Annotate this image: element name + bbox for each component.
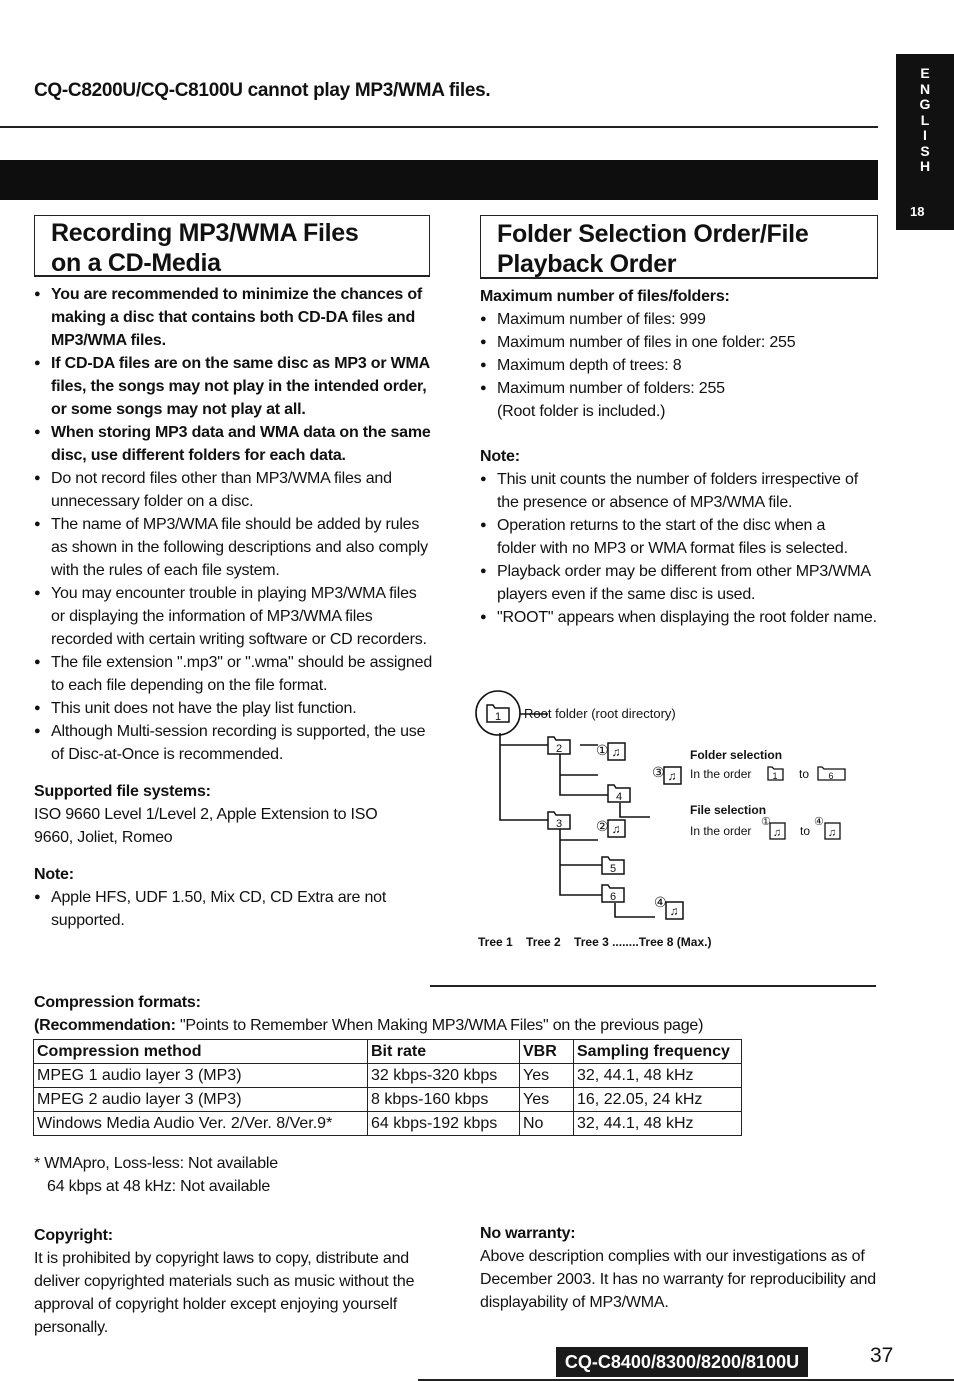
folder-icon bbox=[548, 737, 570, 755]
right-section-title-line1: Folder Selection Order/File bbox=[497, 220, 809, 248]
warranty-section bbox=[480, 1222, 876, 1314]
tab-letter: H bbox=[919, 158, 931, 174]
footnote-line: * WMApro, Loss-less: Not available bbox=[34, 1155, 278, 1172]
folder-icon bbox=[548, 812, 570, 830]
left-column bbox=[34, 283, 434, 932]
recommendation-label: (Recommendation: bbox=[34, 1017, 176, 1034]
tab-letter: S bbox=[920, 142, 930, 159]
folder-selection-title: Folder selection bbox=[690, 748, 783, 762]
tab-letter: I bbox=[923, 127, 927, 143]
tab-letter: E bbox=[920, 65, 930, 81]
compression-table bbox=[33, 1039, 742, 1136]
compression-footnote bbox=[34, 1152, 434, 1198]
table-cell: 32, 44.1, 48 kHz bbox=[574, 1112, 742, 1136]
copyright-text: It is prohibited by copyright laws to copy, distribute and deliver copyrighted materials such as music without the approval of copyright holder except enjoying yourself personally. bbox=[34, 1250, 415, 1336]
table-cell: Yes bbox=[520, 1064, 574, 1088]
table-cell: 32, 44.1, 48 kHz bbox=[574, 1064, 742, 1088]
table-cell: No bbox=[520, 1112, 574, 1136]
list-item: ● This unit counts the number of folders irrespective of the presence or absence of MP3/WMA file. bbox=[480, 468, 880, 514]
compression-section bbox=[34, 991, 794, 1037]
column-header: Compression method bbox=[34, 1040, 368, 1064]
tab-letter: N bbox=[919, 80, 931, 97]
list-item: ● Do not record files other than MP3/WMA files and unnecessary folder on a disc. bbox=[34, 467, 434, 513]
list-item: ● If CD-DA files are on the same disc as MP3 or WMA files, the songs may not play in the intended order, or some songs may not play at all. bbox=[34, 352, 434, 421]
file-selection-to: to bbox=[800, 824, 811, 838]
footnote-line: 64 kbps at 48 kHz: Not available bbox=[47, 1178, 271, 1195]
section-number: 18 bbox=[910, 204, 925, 219]
folder-number: 1 bbox=[494, 711, 502, 723]
right-section-title-line2: Playback Order bbox=[497, 250, 677, 278]
list-item: ● Maximum number of files in one folder: 255 bbox=[480, 331, 880, 354]
tree-line bbox=[615, 903, 655, 917]
folder-icon bbox=[602, 857, 624, 875]
page-number: 37 bbox=[870, 1344, 894, 1367]
header-rule bbox=[0, 126, 878, 128]
footer-model-badge: CQ-C8400/8300/8200/8100U bbox=[556, 1347, 808, 1377]
table-header-row bbox=[34, 1040, 742, 1064]
list-item: ● When storing MP3 data and WMA data on the same disc, use different folders for each data. bbox=[34, 421, 434, 467]
list-item: ● Maximum number of files: 999 bbox=[480, 308, 880, 331]
table-cell: 8 kbps-160 kbps bbox=[368, 1088, 520, 1112]
list-item: ● Apple HFS, UDF 1.50, Mix CD, CD Extra are not supported. bbox=[34, 886, 424, 932]
list-item: ● This unit does not have the play list function. bbox=[34, 697, 434, 720]
list-item: ● Maximum number of folders: 255 (Root folder is included.) bbox=[480, 377, 730, 423]
tab-letter: G bbox=[919, 96, 931, 112]
file-order-mark: ③ bbox=[652, 764, 665, 780]
model-compatibility-note: CQ-C8200U/CQ-C8100U cannot play MP3/WMA files. bbox=[34, 80, 491, 101]
column-divider-rule bbox=[430, 985, 876, 987]
note-glyph: ♫ bbox=[611, 822, 621, 836]
list-item: ● You may encounter trouble in playing MP3/WMA files or displaying the information of MP3/WMA files recorded with certain writing software or CD recorders. bbox=[34, 582, 434, 651]
right-column bbox=[480, 285, 880, 629]
list-item: ● "ROOT" appears when displaying the root folder name. bbox=[480, 606, 880, 629]
tab-letter: L bbox=[920, 111, 930, 128]
warranty-heading: No warranty: bbox=[480, 1225, 576, 1242]
table-cell: 32 kbps-320 kbps bbox=[368, 1064, 520, 1088]
file-order-mark: ① bbox=[761, 816, 771, 828]
note-glyph: ♫ bbox=[772, 827, 782, 839]
right-note-heading: Note: bbox=[480, 448, 520, 465]
folder-icon bbox=[487, 705, 509, 723]
table-cell: Windows Media Audio Ver. 2/Ver. 8/Ver.9* bbox=[34, 1112, 368, 1136]
left-note-heading: Note: bbox=[34, 866, 74, 883]
table-row bbox=[34, 1064, 742, 1088]
copyright-section bbox=[34, 1224, 434, 1339]
file-order-mark: ④ bbox=[814, 816, 824, 828]
table-cell: 16, 22.05, 24 kHz bbox=[574, 1088, 742, 1112]
folder-selection-text: In the order bbox=[690, 767, 752, 781]
compression-heading: Compression formats: bbox=[34, 994, 201, 1011]
compression-recommendation bbox=[34, 1014, 794, 1037]
list-item: ● You are recommended to minimize the chances of making a disc that contains both CD-DA files and MP3/WMA files. bbox=[34, 283, 434, 352]
table-cell: 64 kbps-192 kbps bbox=[368, 1112, 520, 1136]
list-item: ● The name of MP3/WMA file should be added by rules as shown in the following descriptions and also comply with the rules of each file system. bbox=[34, 513, 434, 582]
list-item: ● Operation returns to the start of the disc when a folder with no MP3 or WMA format files is selected. bbox=[480, 514, 862, 560]
table-cell: MPEG 2 audio layer 3 (MP3) bbox=[34, 1088, 368, 1112]
list-item: ● The file extension ".mp3" or ".wma" should be assigned to each file depending on the file format. bbox=[34, 651, 434, 697]
note-glyph: ♫ bbox=[667, 769, 677, 783]
folder-number: 2 bbox=[555, 743, 563, 755]
folder-number: 1 bbox=[772, 771, 778, 781]
file-selection-text: In the order bbox=[690, 824, 752, 838]
folder-selection-to: to bbox=[799, 767, 810, 781]
list-item: ● Maximum depth of trees: 8 bbox=[480, 354, 880, 377]
table-cell: Yes bbox=[520, 1088, 574, 1112]
root-folder-label: Root folder (root directory) bbox=[524, 706, 676, 721]
tree-line bbox=[560, 753, 608, 795]
warranty-text: Above description complies with our investigations as of December 2003. It has no warranty for reproducibility and displayability of MP3/WMA. bbox=[480, 1248, 876, 1311]
folder-icon bbox=[602, 885, 624, 903]
left-section-title-box bbox=[34, 215, 430, 277]
folder-number: 4 bbox=[615, 791, 623, 803]
folder-number: 6 bbox=[609, 891, 617, 903]
table-row bbox=[34, 1112, 742, 1136]
folder-number: 6 bbox=[828, 771, 834, 781]
folder-icon bbox=[608, 785, 630, 803]
column-header: Sampling frequency bbox=[574, 1040, 742, 1064]
max-files-heading: Maximum number of files/folders: bbox=[480, 288, 730, 305]
folder-number: 5 bbox=[609, 863, 617, 875]
tree-line bbox=[500, 733, 548, 820]
table-row bbox=[34, 1088, 742, 1112]
section-band bbox=[0, 160, 878, 200]
column-header: Bit rate bbox=[368, 1040, 520, 1064]
table-cell: MPEG 1 audio layer 3 (MP3) bbox=[34, 1064, 368, 1088]
list-item: ● Although Multi-session recording is supported, the use of Disc-at-Once is recommended. bbox=[34, 720, 434, 766]
note-glyph: ♫ bbox=[669, 904, 679, 918]
list-item: ● Playback order may be different from other MP3/WMA players even if the same disc is used. bbox=[480, 560, 876, 606]
file-order-mark: ② bbox=[596, 818, 609, 834]
note-glyph: ♫ bbox=[827, 827, 837, 839]
note-glyph: ♫ bbox=[611, 745, 621, 759]
language-tab bbox=[896, 54, 954, 230]
supported-fs-text: ISO 9660 Level 1/Level 2, Apple Extension to ISO 9660, Joliet, Romeo bbox=[34, 806, 378, 846]
folder-tree-diagram bbox=[470, 685, 880, 975]
copyright-heading: Copyright: bbox=[34, 1227, 113, 1244]
left-section-title-line1: Recording MP3/WMA Files bbox=[51, 219, 359, 247]
file-selection-title: File selection bbox=[690, 803, 767, 817]
supported-fs-heading: Supported file systems: bbox=[34, 783, 211, 800]
file-order-mark: ④ bbox=[654, 894, 667, 910]
language-letters bbox=[918, 66, 932, 175]
file-order-mark: ① bbox=[596, 742, 609, 758]
right-section-title-box bbox=[480, 215, 878, 279]
column-header: VBR bbox=[520, 1040, 574, 1064]
tree-line bbox=[560, 828, 602, 895]
tree-depth-labels: Tree 1 Tree 2 Tree 3 ........Tree 8 (Max.) bbox=[478, 935, 712, 949]
folder-number: 3 bbox=[555, 818, 563, 830]
recommendation-text: "Points to Remember When Making MP3/WMA Files" on the previous page) bbox=[175, 1017, 704, 1034]
left-section-title-line2: on a CD-Media bbox=[51, 249, 221, 277]
tree-line bbox=[620, 803, 650, 817]
